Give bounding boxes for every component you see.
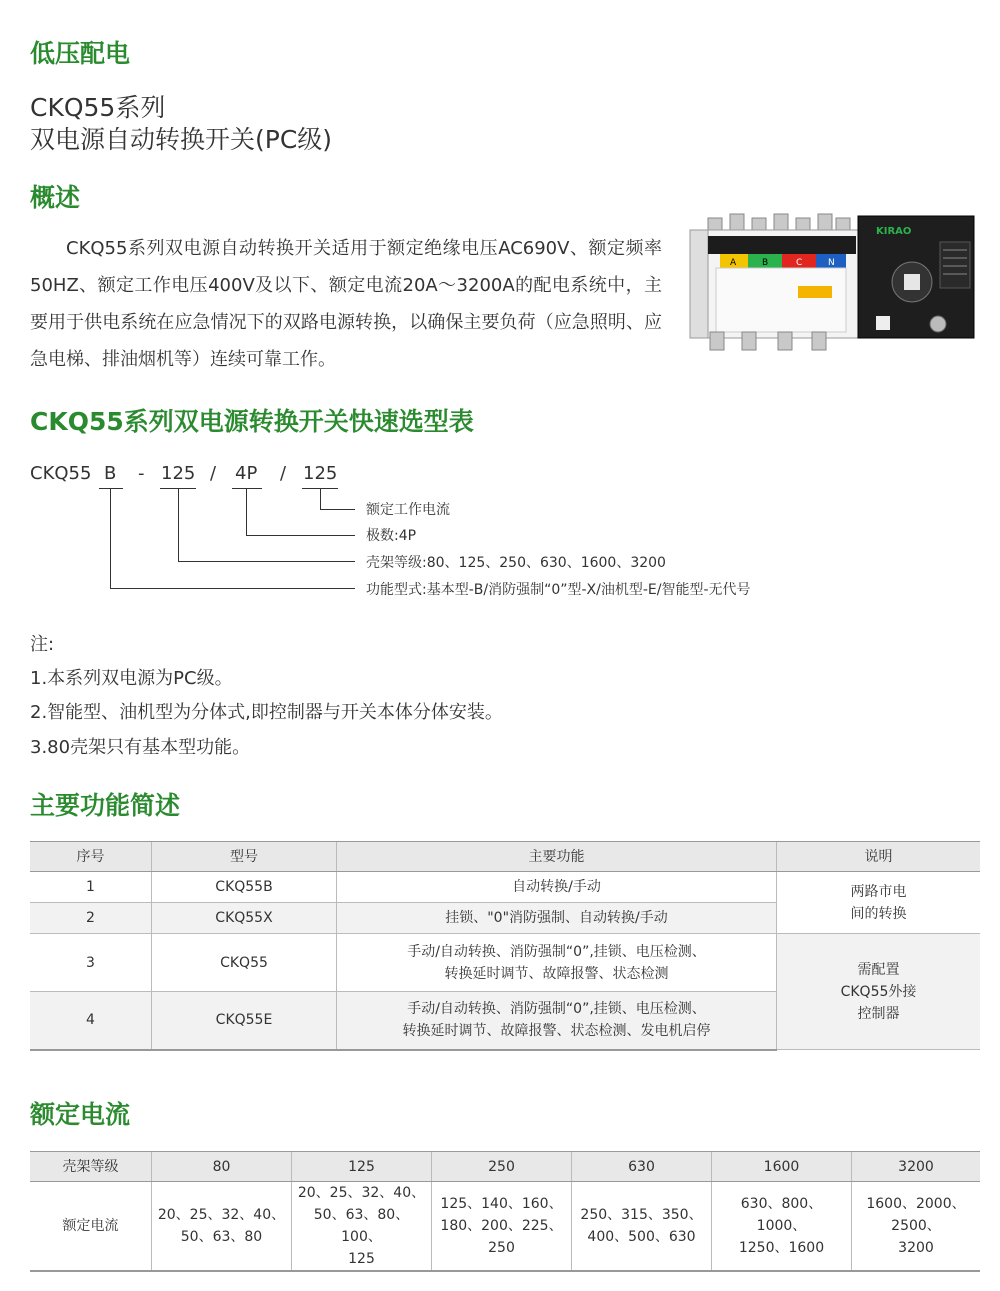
table-row: 3 CKQ55 手动/自动转换、消防强制“0”,挂锁、电压检测、 转换延时调节、故障报警、状态检测 需配置 CKQ55外接 控制器 <box>30 934 980 992</box>
functions-table <box>30 841 980 1051</box>
code-slash2: / <box>280 463 287 484</box>
code-function: B <box>104 463 117 484</box>
note-cell-b: 需配置 CKQ55外接 控制器 <box>777 934 981 1050</box>
code-dash: - <box>138 463 145 484</box>
col-header-function: 主要功能 <box>337 842 777 872</box>
code-current: 125 <box>303 463 338 484</box>
overview-paragraph: CKQ55系列双电源自动转换开关适用于额定绝缘电压AC690V、额定频率50HZ、额定工作电压400V及以下、额定电流20A～3200A的配电系统中，主要用于供电系统在应急情况下的双路电源转换，以确保主要负荷（应急照明、应急电梯、排油烟机等）连续可靠工作。 <box>30 238 662 370</box>
note-item: 3.80壳架只有基本型功能。 <box>30 737 251 758</box>
functions-heading: 主要功能简述 <box>30 791 181 820</box>
phase-c-text: C <box>796 258 803 268</box>
product-image <box>686 212 978 354</box>
table-row: 1 CKQ55B 自动转换/手动 两路市电 间的转换 <box>30 872 980 903</box>
rated-current-heading: 额定电流 <box>30 1100 131 1129</box>
code-prefix: CKQ55 <box>30 463 92 484</box>
table-row: 4 CKQ55E 手动/自动转换、消防强制“0”,挂锁、电压检测、 转换延时调节、故障报警、状态检测、发电机启停 <box>30 992 980 1050</box>
note-item: 2.智能型、油机型为分体式,即控制器与开关本体分体安装。 <box>30 702 503 723</box>
col-header-model: 型号 <box>152 842 337 872</box>
col-header-note: 说明 <box>777 842 981 872</box>
phase-n-text: N <box>828 258 835 268</box>
note-cell-a: 两路市电 间的转换 <box>777 872 981 934</box>
note-item: 1.本系列双电源为PC级。 <box>30 668 233 689</box>
notes-title: 注: <box>30 634 55 655</box>
desc-poles: 极数:4P <box>366 528 417 544</box>
code-frame: 125 <box>161 463 196 484</box>
row-header-frame: 壳架等级 <box>30 1152 152 1182</box>
selection-heading: CKQ55系列双电源转换开关快速选型表 <box>30 407 474 436</box>
product-name-title: 双电源自动转换开关(PC级) <box>30 125 333 154</box>
row-header-current: 额定电流 <box>30 1182 152 1272</box>
desc-function-type: 功能型式:基本型-B/消防强制“0”型-X/油机型-E/智能型-无代号 <box>366 582 751 598</box>
brand-logo: KIRAO <box>876 226 912 237</box>
phase-b-text: B <box>762 258 769 268</box>
code-poles: 4P <box>235 463 258 484</box>
rated-current-table: 壳架等级 80 125 250 630 1600 3200 额定电流 20、25、32、40、 50、63、80 20、25、32、40、 50、63、80、100、 125 125、140、160、 180、200、225、250 250、315、350、 400、500、630 630、800、1000、 1250、1600 1600、2000、2500、 3200 <box>30 1151 980 1272</box>
table-row: 2 CKQ55X 挂锁、"0"消防强制、自动转换/手动 <box>30 903 980 934</box>
desc-frame-grade: 壳架等级:80、125、250、630、1600、3200 <box>366 555 666 571</box>
qr-code <box>876 316 890 330</box>
category-title: 低压配电 <box>30 39 131 68</box>
overview-heading: 概述 <box>30 183 81 212</box>
warning-sticker <box>798 286 832 298</box>
col-header-no: 序号 <box>30 842 152 872</box>
phase-a-text: A <box>730 258 737 268</box>
lock-icon <box>930 316 946 332</box>
code-slash1: / <box>210 463 217 484</box>
desc-rated-current: 额定工作电流 <box>366 502 450 518</box>
product-series-title: CKQ55系列 <box>30 93 166 122</box>
